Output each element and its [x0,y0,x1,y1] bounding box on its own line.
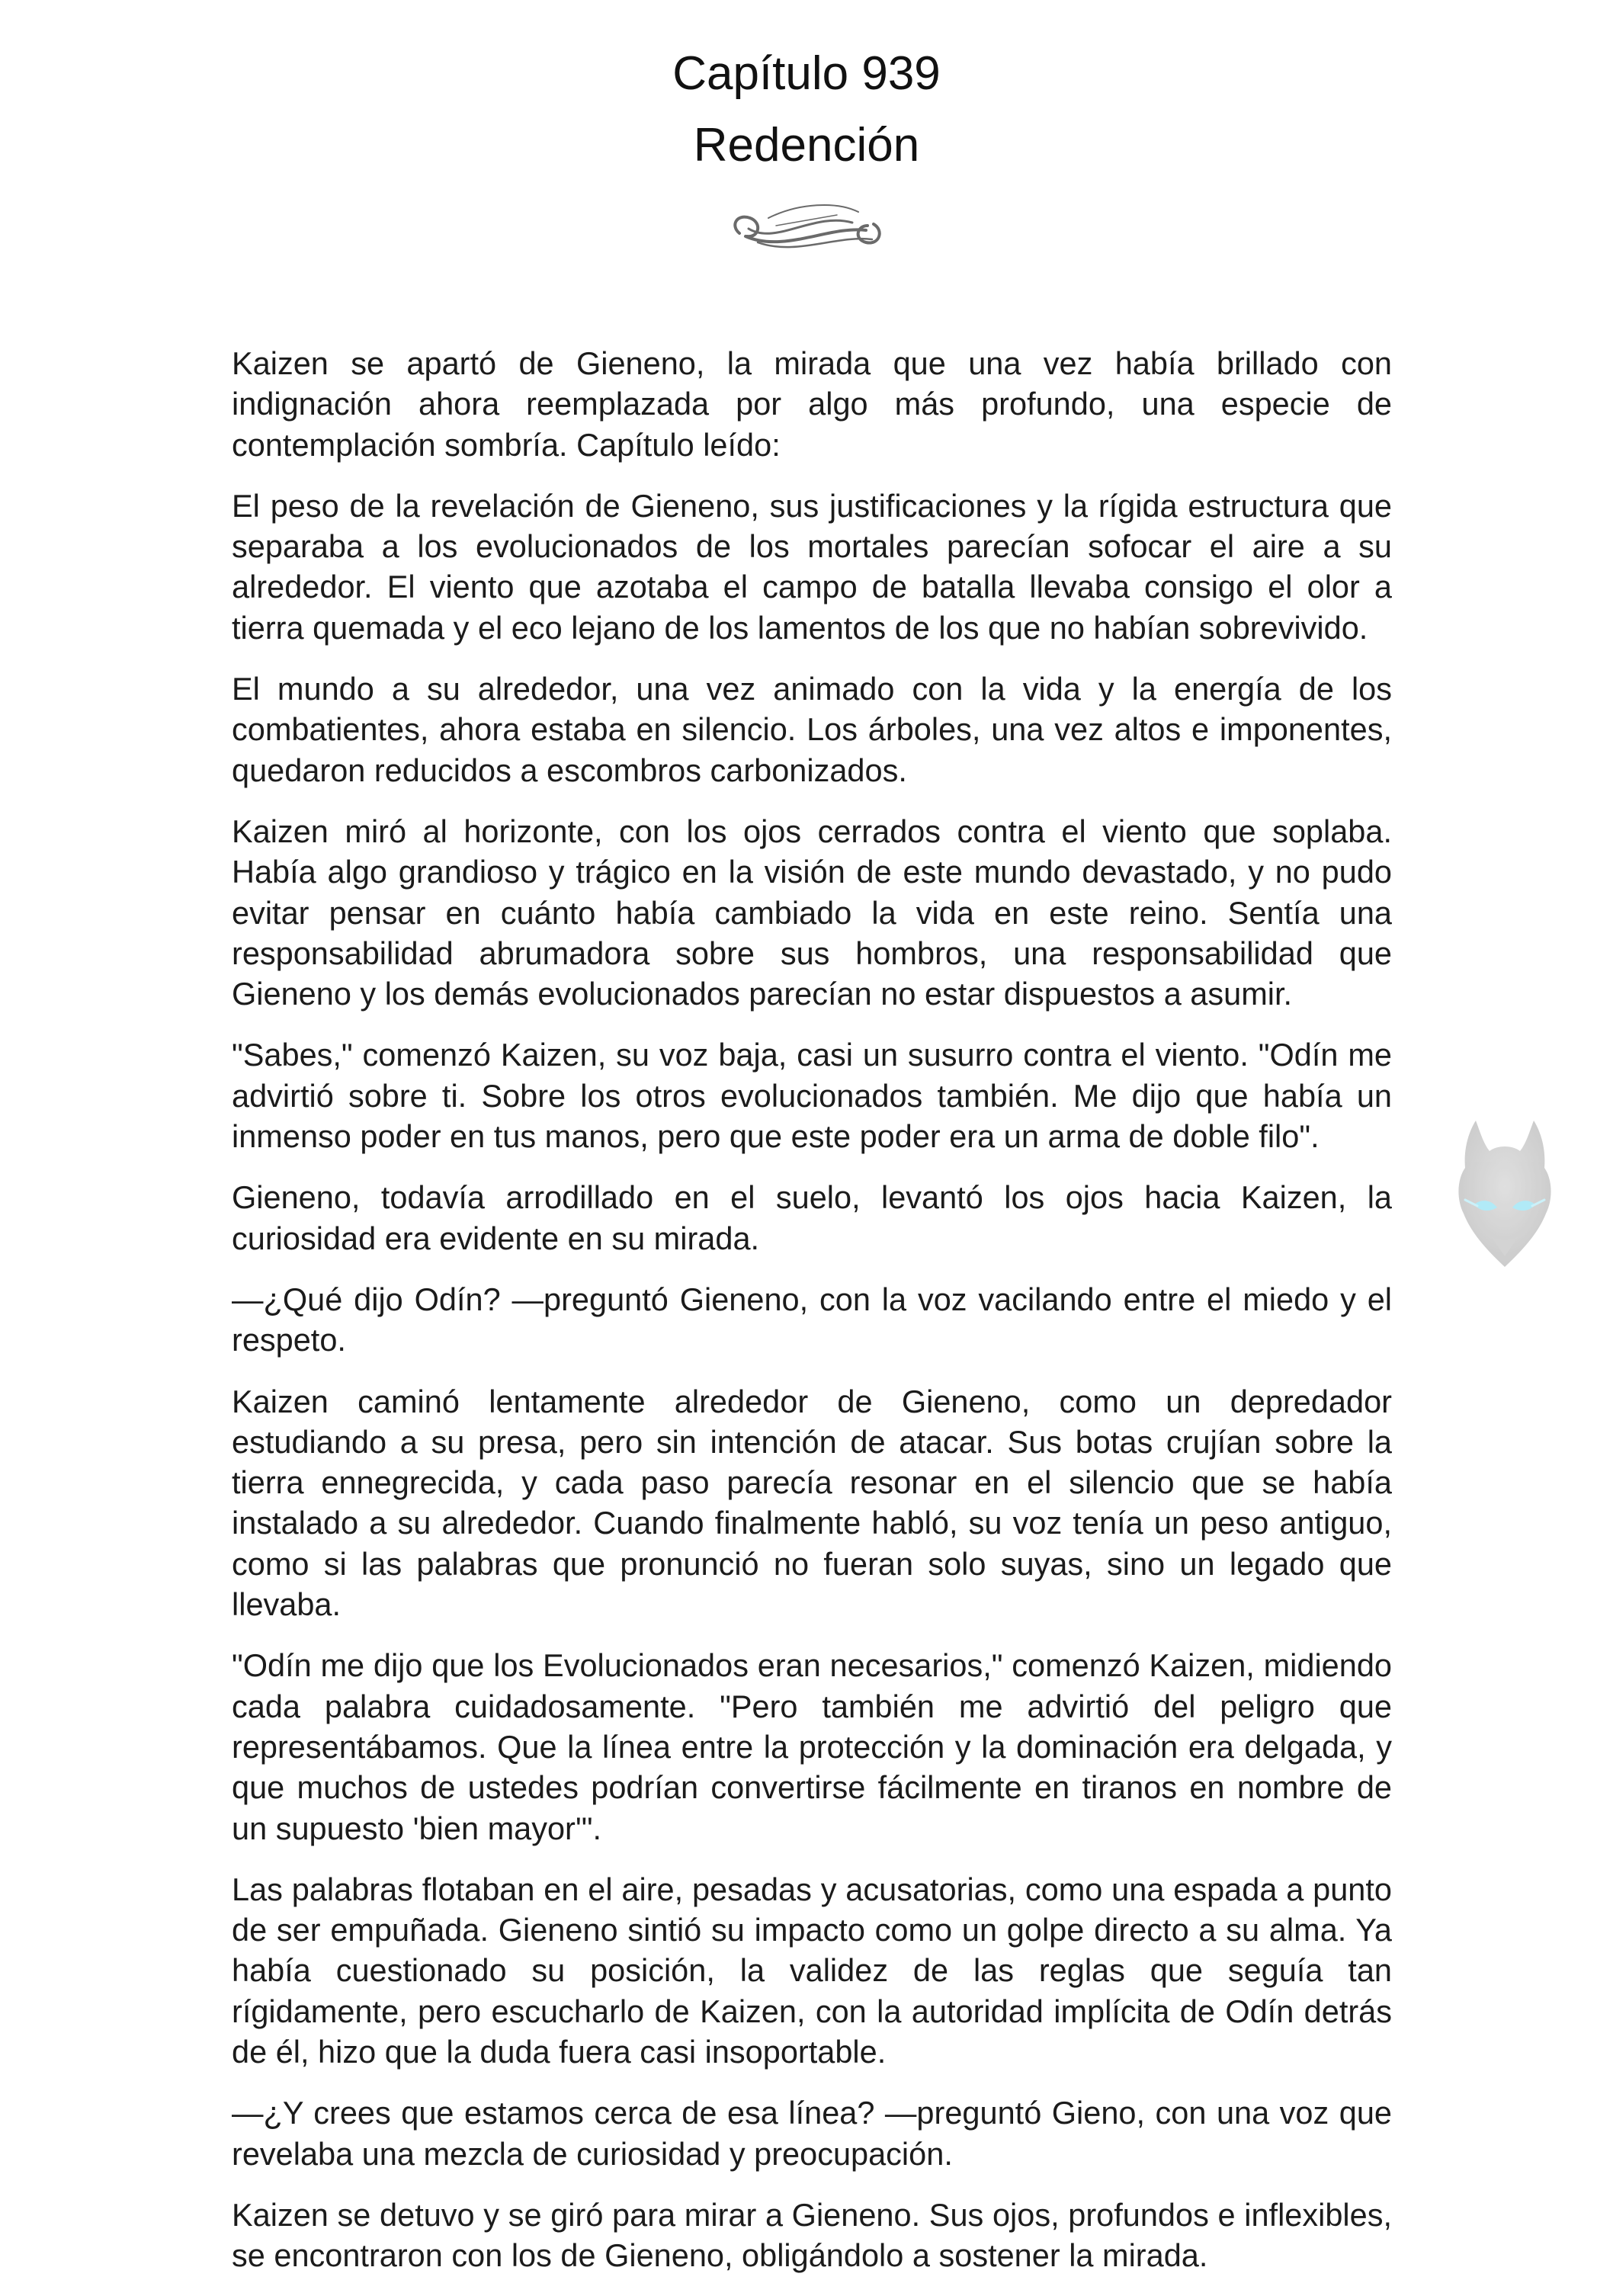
paragraph: El peso de la revelación de Gieneno, sus justificaciones y la rígida estructura que separaba a los evolucionados de los mortales parecían sofocar el aire a su alrededor. El viento que azotaba el campo de batalla llevaba consigo el olor a tierra quemada y el eco lejano de los lamentos de los que no habían sobrevivido. [232,487,1392,646]
paragraph: —¿Qué dijo Odín? —preguntó Gieneno, con la voz vacilando entre el miedo y el respeto. [232,1281,1392,1358]
chapter-number: Capítulo 939 [672,47,941,100]
paragraph: Kaizen caminó lentamente alrededor de Gieneno, como un depredador estudiando a su presa, pero sin intención de atacar. Sus botas crujían sobre la tierra ennegrecida, y cada paso parecía resonar en el silencio que se había instalado a su alrededor. Cuando finalmente habló, su voz tenía un peso antiguo, como si las palabras que pronunció no fueran solo suyas, sino un legado que llevaba. [232,1383,1392,1623]
demon-head-logo-icon [1454,1114,1555,1282]
paragraph: Kaizen se detuvo y se giró para mirar a Gieneno. Sus ojos, profundos e inflexibles, se encontraron con los de Gieneno, obligándolo a sostener la mirada. [232,2196,1392,2274]
paragraph: "Odín me dijo que los Evolucionados eran necesarios," comenzó Kaizen, midiendo cada palabra cuidadosamente. "Pero también me advirtió del peligro que representábamos. Que la línea entre la protección y la dominación era delgada, y que muchos de ustedes podrían convertirse fácilmente en tiranos en nombre de un supuesto 'bien mayor'". [232,1647,1392,1846]
paragraph: El mundo a su alrededor, una vez animado con la vida y la energía de los combatientes, ahora estaba en silencio. Los árboles, una vez altos e imponentes, quedaron reducidos a escombros carbonizados. [232,671,1392,788]
chapter-header [0,38,1613,261]
paragraph: —¿Y crees que estamos cerca de esa línea? —preguntó Gieno, con una voz que revelaba una mezcla de curiosidad y preocupación. [232,2095,1392,2172]
paragraph: "Sabes," comenzó Kaizen, su voz baja, casi un susurro contra el viento. "Odín me advirtió sobre ti. Sobre los otros evolucionados también. Me dijo que había un inmenso poder en tus manos, pero que este poder era un arma de doble filo". [232,1037,1392,1155]
paragraph: Kaizen se apartó de Gieneno, la mirada que una vez había brillado con indignación ahora reemplazada por algo más profundo, una especie de contemplación sombría. Capítulo leído: [232,345,1392,463]
paragraph: Kaizen miró al horizonte, con los ojos cerrados contra el viento que soplaba. Había algo grandioso y trágico en la visión de este mundo devastado, y no pudo evitar pensar en cuánto había cambiado la vida en este reino. Sentía una responsabilidad abrumadora sobre sus hombros, una responsabilidad que Gieneno y los demás evolucionados parecían no estar dispuestos a asumir. [232,813,1392,1012]
chapter-body [232,343,1392,2296]
scroll-flourish-icon [723,195,890,261]
paragraph: Las palabras flotaban en el aire, pesadas y acusatorias, como una espada a punto de ser empuñada. Gieneno sintió su impacto como un golpe directo a su alma. Ya había cuestionado su posición, la validez de las reglas que seguía tan rígidamente, pero escucharlo de Kaizen, con la autoridad implícita de Odín detrás de él, hizo que la duda fuera casi insoportable. [232,1871,1392,2070]
paragraph: Gieneno, todavía arrodillado en el suelo, levantó los ojos hacia Kaizen, la curiosidad era evidente en su mirada. [232,1179,1392,1256]
chapter-title: Redención [693,119,920,172]
